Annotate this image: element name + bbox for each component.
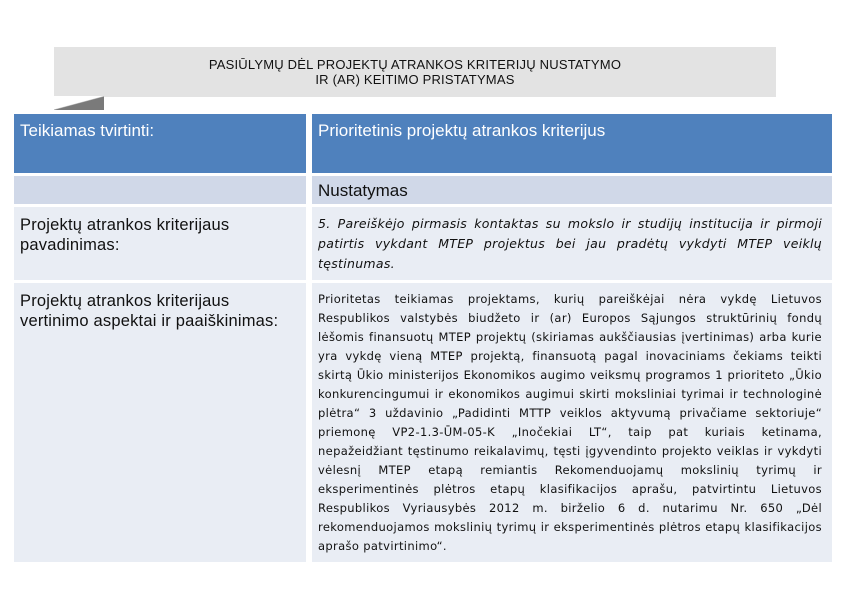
evaluation-aspects-value: Prioritetas teikiamas projektams, kurių pareiškėjai nėra vykdę Lietuvos Respublikos valstybės biudžeto ir (ar) Europos Sąjungos struktūrinių fondų lėšomis finansuotų MTEP projektų (skiriamas aukščiausias įvertinimas) arba kurie yra vykdę vieną MTEP projektą, finansuotą pagal inovaciniams čekiams teikti skirtą Ūkio ministerijos Ekonomikos augimo veiksmų programos 1 prioriteto „Ūkio konkurencingumui ir ekonomikos augimui skirti moksliniai tyrimai ir technologinė plėtra“ 3 uždavinio „Padidinti MTTP veiklos aktyvumą privačiame sektoriuje“ priemonę VP2-1.3-ŪM-05-K „Inočekiai LT“, taip pat kuriais ketinama, nepažeidžiant tęstinumo reikalavimų, tęsti įgyvendinto projekto veiklas ir vykdyti vėlesnį MTEP etapą remiantis Rekomenduojamų mokslinių tyrimų ir eksperimentinės plėtros etapų klasifikacijos aprašu, patvirtintu Lietuvos Respublikos Vyriausybės 2012 m. birželio 6 d. nutarimu Nr. 650 „Dėl rekomenduojamos mokslinių tyrimų ir eksperimentinės plėtros etapų klasifikacijos aprašo patvirtinimo“. — [318, 292, 822, 553]
subheader-right-label: Nustatymas — [318, 181, 408, 200]
table-subheader-row — [14, 173, 832, 204]
row-label-cell — [14, 280, 312, 562]
table-row — [14, 280, 832, 562]
title-line-1: PASIŪLYMŲ DĖL PROJEKTŲ ATRANKOS KRITERIJŲ NUSTATYMO — [208, 57, 622, 72]
criterion-name-value: 5. Pareiškėjo pirmasis kontaktas su mokslo ir studijų institucija ir pirmoji patirtis vykdant MTEP projektus bei jau pradėtų vykdyti MTEP veiklų tęstinumas. — [318, 216, 822, 271]
header-right-label: Prioritetinis projektų atrankos kriterijus — [318, 121, 606, 140]
header-left-label: Teikiamas tvirtinti: — [20, 121, 155, 140]
criteria-table — [14, 114, 832, 562]
subheader-left-label — [14, 176, 306, 181]
table-row — [14, 204, 832, 280]
presentation-title-banner — [54, 47, 776, 97]
title-line-2: IR (AR) KEITIMO PRISTATYMAS — [315, 72, 515, 87]
evaluation-aspects-label: Projektų atrankos kriterijaus vertinimo aspektai ir paaiškinimas: — [20, 292, 279, 330]
subheader-cell-right — [312, 173, 832, 204]
banner-fold-decoration — [54, 96, 104, 110]
subheader-cell-left — [14, 173, 312, 204]
row-value-cell — [312, 204, 832, 280]
header-cell-right — [312, 114, 832, 173]
criterion-name-label: Projektų atrankos kriterijaus pavadinimas: — [20, 216, 230, 254]
row-value-cell — [312, 280, 832, 562]
row-label-cell — [14, 204, 312, 280]
header-cell-left — [14, 114, 312, 173]
table-header-row — [14, 114, 832, 173]
